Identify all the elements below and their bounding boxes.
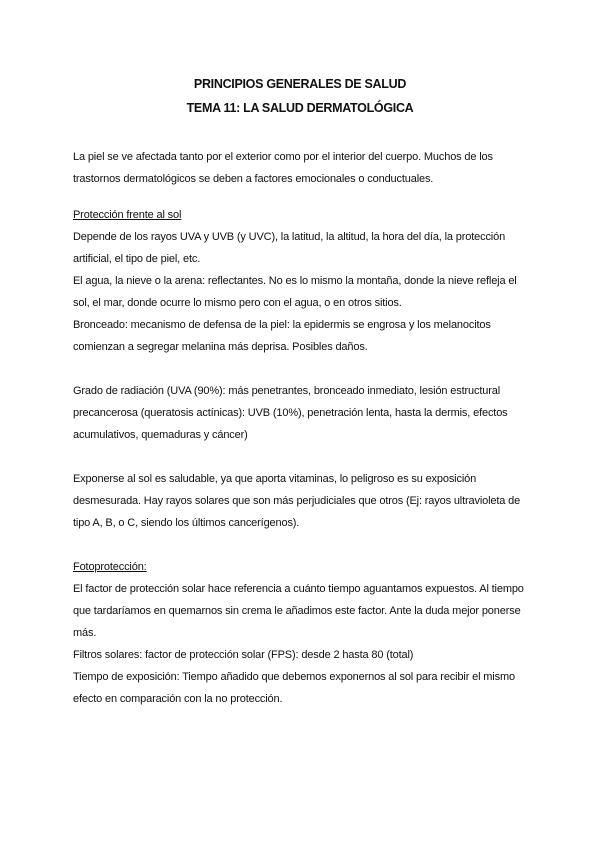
- intro-paragraph: La piel se ve afectada tanto por el exterior como por el interior del cuerpo. Muchos de los trastornos dermatológicos se deben a factores emocionales o conductuales.: [73, 151, 493, 185]
- section-heading-photoprotection: Fotoprotección:: [73, 561, 147, 573]
- paragraph-tanning: Bronceado: mecanismo de defensa de la piel: la epidermis se engrosa y los melanocitos comienzan a segregar melanina más deprisa. Posibles daños.: [73, 319, 491, 353]
- paragraph-reflectants: El agua, la nieve o la arena: reflectantes. No es lo mismo la montaña, donde la nieve refleja el sol, el mar, donde ocurre lo mismo pero con el agua, o en otros sitios.: [73, 275, 517, 309]
- paragraph-radiation-grade: Grado de radiación (UVA (90%): más penetrantes, bronceado inmediato, lesión estructural precancerosa (queratosis actínicas): UVB (10%), penetración lenta, hasta la dermis, efectos acumulativos, quemaduras y cáncer): [73, 385, 508, 441]
- paragraph-sun-exposure: Exponerse al sol es saludable, ya que aporta vitaminas, lo peligroso es su exposición desmesurada. Hay rayos solares que son más perjudiciales que otros (Ej: rayos ultravioleta de tipo A, B, o C, siendo los últimos cancerígenos).: [73, 473, 521, 529]
- document-title-line2: TEMA 11: LA SALUD DERMATOLÓGICA: [186, 101, 414, 115]
- section-heading-sun-protection: Protección frente al sol: [73, 209, 182, 221]
- paragraph-exposure-time: Tiempo de exposición: Tiempo añadido que debemos exponernos al sol para recibir el mismo efecto en comparación con la no protección.: [73, 671, 515, 705]
- paragraph-protection-factor: El factor de protección solar hace referencia a cuánto tiempo aguantamos expuestos. Al tiempo que tardaríamos en quemarnos sin crema le añadimos este factor. Ante la duda mejor ponerse más.: [73, 583, 524, 639]
- paragraph-uv-factors: Depende de los rayos UVA y UVB (y UVC), la latitud, la altitud, la hora del día, la protección artificial, el tipo de piel, etc.: [73, 231, 506, 265]
- document-title-line1: PRINCIPIOS GENERALES DE SALUD: [193, 77, 407, 91]
- document-body: [73, 146, 533, 710]
- paragraph-solar-filters: Filtros solares: factor de protección solar (FPS): desde 2 hasta 80 (total): [73, 649, 414, 661]
